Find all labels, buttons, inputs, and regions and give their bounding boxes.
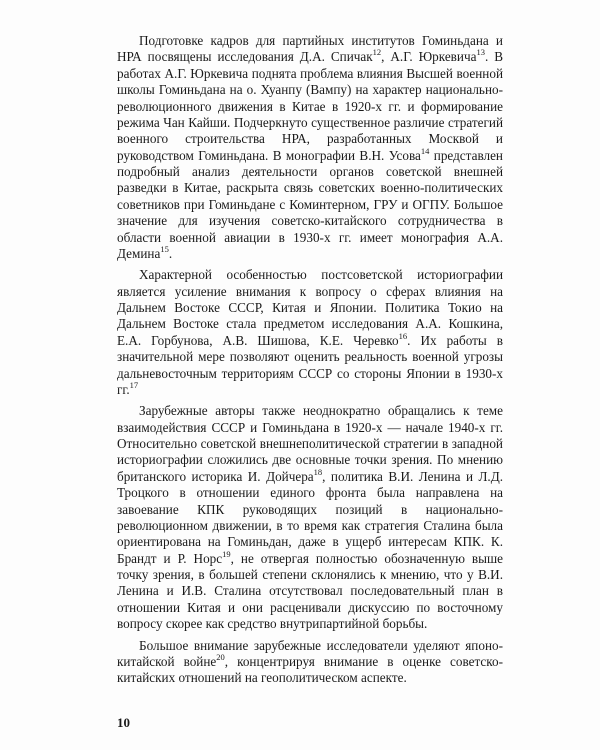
paragraph-2-segment: Характерной особенностью постсоветской историографии является усиление внимания к вопросу о сферах влияния на Дальнем Востоке СССР, Китая и Японии. Политика Токио на Дальнем Востоке стала предметом исследования А.А. Кошкина, Е.А. Горбунова, А.В. Шишова, К.Е. Черевко <box>117 267 503 348</box>
footnote-ref-18: 18 <box>313 466 323 477</box>
paragraph-3-segment: , не отвергая полностью обозначенную выше точку зрения, в большей степени склонялись к мнению, что у В.И. Ленина и И.В. Сталина отсутствовал последовательный план в отношении Китая и они расценивали дискуссию по восточному вопросу скорее как средство внутрипартийной борьбы. <box>117 550 503 632</box>
paragraph-2-segment: . Их работы в значительной мере позволяют оценить реальность военной угрозы дальневосточным территориям СССР со стороны Японии в 1930-х гг. <box>117 332 504 397</box>
paragraph-1-segment: Подготовке кадров для партийных институтов Гоминьдана и НРА посвящены исследования Д.А. Спичак <box>117 33 503 65</box>
footnote-ref-16: 16 <box>398 330 408 341</box>
paragraph-3 <box>117 403 503 632</box>
footnote-ref-15: 15 <box>160 243 169 254</box>
body-text <box>117 33 503 687</box>
footnote-ref-17: 17 <box>129 379 139 390</box>
paragraph-1-segment: , А.Г. Юркевича <box>381 49 477 65</box>
paragraph-1-segment: . В работах А.Г. Юркевича поднята проблема влияния Высшей военной школы Гоминьдана на о. Хуанпу (Вампу) на характер национально-революционного движения в Китае в 1920-х гг. и формирование режима Чан Кайши. Подчеркнуто существенное различие стратегий военного строительства НРА, разработанных Москвой и руководством Гоминьдана. В монографии В.Н. Усова <box>117 49 504 163</box>
paragraph-3-segment: , политика В.И. Ленина и Л.Д. Троцкого в отношении единого фронта была направлена на завоевание КПК руководящих позиций в национально-революционном движении, в то время как стратегия Сталина была ориентирована на Гоминьдан, даже в ущерб интересам КПК. К. Брандт и Р. Норс <box>117 468 504 566</box>
paragraph-2 <box>117 267 503 398</box>
footnote-ref-14: 14 <box>420 145 430 156</box>
footnote-ref-19: 19 <box>222 548 231 559</box>
paragraph-1 <box>117 33 503 262</box>
page-number: 10 <box>117 715 130 730</box>
paragraph-4 <box>117 638 503 687</box>
paragraph-4-segment: Большое внимание зарубежные исследователи уделяют японо-китайской войне <box>117 637 503 669</box>
paragraph-4-segment: , концентрируя внимание в оценке советско-китайских отношений на геополитическом аспекте. <box>117 653 503 686</box>
footnote-ref-13: 13 <box>476 47 485 58</box>
paragraph-1-segment: . <box>168 245 173 261</box>
paragraph-1-segment: представлен подробный анализ деятельности органов советской внешней разведки в Китае, раскрыта связь советских военно-политических советников при Гоминьдане с Коминтерном, ГРУ и ОГПУ. Большое значение для изучения советско-китайского сотрудничества в области военной авиации в 1930-х гг. имеет монография А.А. Демина <box>117 147 503 261</box>
footnote-ref-12: 12 <box>372 47 382 58</box>
paragraph-3-segment: Зарубежные авторы также неоднократно обращались к теме взаимодействия СССР и Гоминьдана в 1920-х — начале 1940-х гг. Относительно советской внешнеполитической стратегии в западной историографии сложились две основные точки зрения. По мнению британского историка И. Дойчера <box>117 403 503 484</box>
footnote-ref-20: 20 <box>216 651 225 662</box>
